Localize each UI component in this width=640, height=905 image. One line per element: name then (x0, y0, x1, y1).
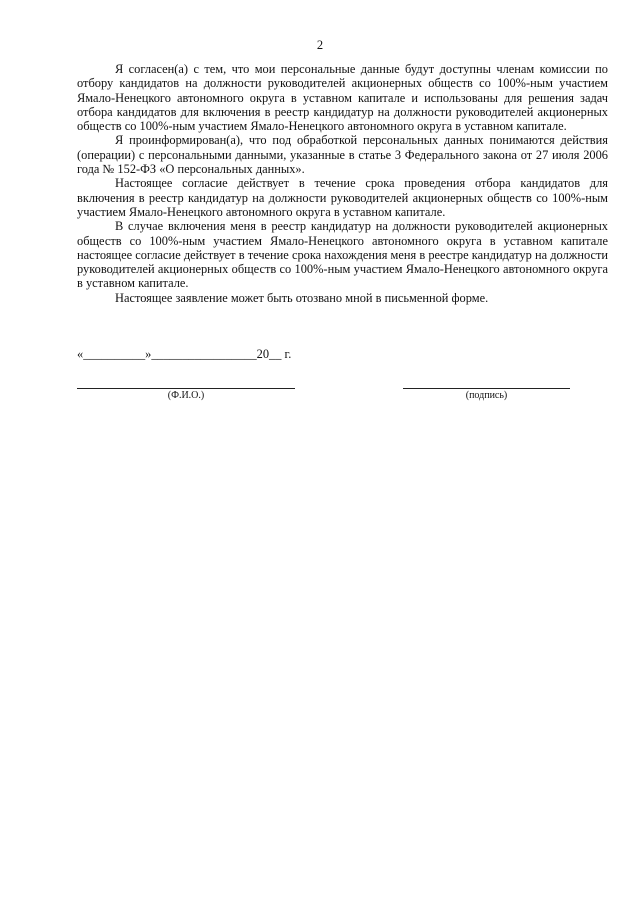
paragraph-consent-access: Я согласен(а) с тем, что мои персональные данные будут доступны членам комиссии по отбору кандидатов на должности руководителей акционерных обществ со 100%-ным участием Ямало-Ненецкого автономного округа в уставном капитале и использованы для решения задач отбора кандидатов для включения в реестр кандидатур на должности руководителей акционерных обществ со 100%-ным участием Ямало-Ненецкого автономного округа в уставном капитале. (77, 62, 608, 134)
paragraph-processing-info: Я проинформирован(а), что под обработкой персональных данных понимаются действия (операции) с персональными данными, указанные в статье 3 Федерального закона от 27 июля 2006 года № 152-ФЗ «О персональных данных». (77, 133, 608, 177)
full-name-block (77, 375, 295, 405)
signature-line (403, 375, 570, 389)
paragraph-revocation: Настоящее заявление может быть отозвано мной в письменной форме. (115, 290, 489, 305)
paragraph-registry-validity: В случае включения меня в реестр кандидатур на должности руководителей акционерных обществ со 100%-ным участием Ямало-Ненецкого автономного округа в уставном капитале настоящее согласие действует в течение срока нахождения меня в реестре кандидатур на должности руководителей акционерных обществ со 100%-ным участием Ямало-Ненецкого автономного округа в уставном капитале. (77, 219, 608, 291)
full-name-caption: (Ф.И.О.) (167, 390, 205, 401)
consent-body (77, 62, 608, 305)
signature-caption: (подпись) (465, 390, 508, 401)
full-name-line (77, 375, 295, 389)
signature-block (403, 375, 570, 405)
page-number: 2 (316, 38, 324, 52)
paragraph-validity-period: Настоящее согласие действует в течение срока проведения отбора кандидатов для включения в реестр кандидатур на должности руководителей акционерных обществ со 100%-ным участием Ямало-Ненецкого автономного округа в уставном капитале. (77, 176, 608, 219)
date-line: «__________»_________________20__ г. (77, 347, 292, 361)
